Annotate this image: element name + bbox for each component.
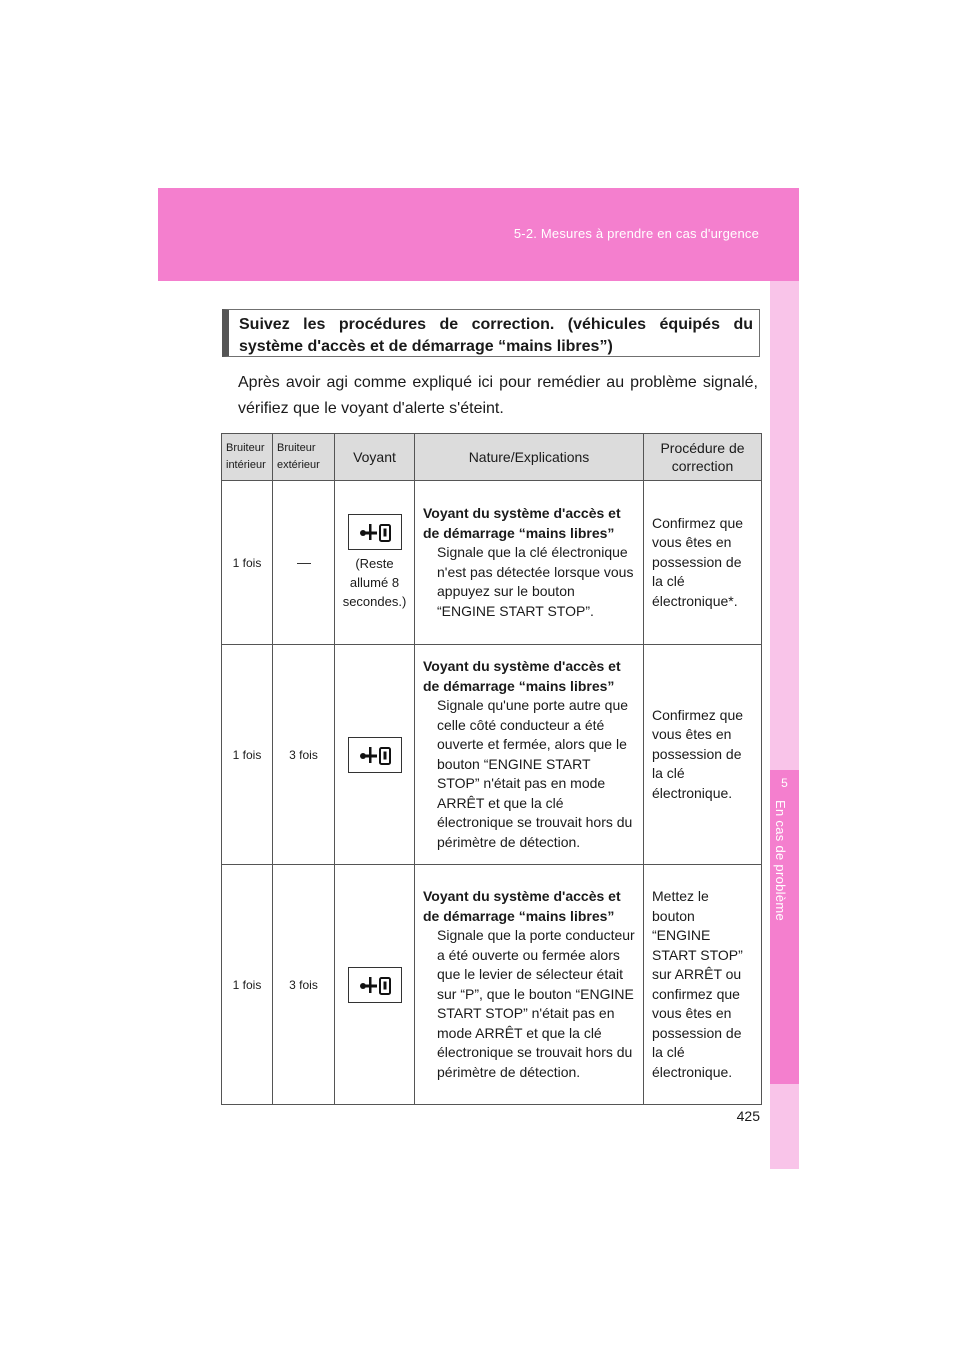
exterior-buzzer-cell <box>273 481 335 645</box>
procedure-cell: Mettez le bouton “ENGINE START STOP” sur ARRÊT ou confirmez que vous êtes en possession de la clé électronique. <box>644 865 762 1105</box>
interior-buzzer-cell: 1 fois <box>222 865 273 1105</box>
header-procedure: Procédure de correction <box>644 434 762 481</box>
page-number: 425 <box>736 1108 760 1124</box>
chapter-title: En cas de problème <box>773 800 788 922</box>
dash-mark <box>297 563 311 564</box>
header-explanation: Nature/Explications <box>415 434 644 481</box>
section-title: 5-2. Mesures à prendre en cas d'urgence <box>513 226 759 241</box>
indicator-cell <box>335 865 415 1105</box>
interior-buzzer-cell: 1 fois <box>222 481 273 645</box>
procedure-cell: Confirmez que vous êtes en possession de la clé électronique*. <box>644 481 762 645</box>
explanation-cell <box>415 865 644 1105</box>
explanation-title: Voyant du système d'accès et de démarrage “mains libres” <box>423 505 621 541</box>
side-tab-strip <box>770 281 799 1169</box>
key-warning-icon <box>348 737 402 773</box>
section-header-band <box>158 188 799 281</box>
indicator-cell <box>335 481 415 645</box>
procedure-cell: Confirmez que vous êtes en possession de la clé électronique. <box>644 645 762 865</box>
table-row <box>222 645 762 865</box>
explanation-text: Signale qu'une porte autre que celle côté conducteur a été ouverte et fermée, alors que le bouton “ENGINE START STOP” n'était pas en mode ARRÊT et que la clé électronique se trouvait hors du périmètre de détection. <box>437 697 633 850</box>
icon-note: (Reste allumé 8 secondes.) <box>342 556 407 609</box>
chapter-number: 5 <box>781 776 788 790</box>
interior-buzzer-cell: 1 fois <box>222 645 273 865</box>
explanation-cell <box>415 645 644 865</box>
explanation-text: Signale que la clé électronique n'est pas détectée lorsque vous appuyez sur le bouton “ENGINE START STOP”. <box>437 544 634 619</box>
header-exterior-buzzer: Bruiteur extérieur <box>273 434 335 481</box>
explanation-cell <box>415 481 644 645</box>
exterior-buzzer-cell: 3 fois <box>273 645 335 865</box>
indicator-cell <box>335 645 415 865</box>
key-warning-icon <box>348 514 402 550</box>
header-interior-buzzer: Bruiteur intérieur <box>222 434 273 481</box>
explanation-text: Signale que la porte conducteur a été ouverte ou fermée alors que le levier de sélecteur était sur “P”, que le bouton “ENGINE START STOP” n'était pas en mode ARRÊT et que la clé électronique se trouvait hors du périmètre de détection. <box>437 927 635 1080</box>
explanation-title: Voyant du système d'accès et de démarrage “mains libres” <box>423 888 621 924</box>
table-row <box>222 865 762 1105</box>
chapter-tab <box>770 770 799 1084</box>
intro-paragraph: Après avoir agi comme expliqué ici pour remédier au problème signalé, vérifiez que le voyant d'alerte s'éteint. <box>238 374 758 417</box>
table-header-row <box>222 434 762 481</box>
header-indicator: Voyant <box>335 434 415 481</box>
warning-table <box>221 433 762 1105</box>
exterior-buzzer-cell: 3 fois <box>273 865 335 1105</box>
procedure-heading: Suivez les procédures de correction. (véhicules équipés du système d'accès et de démarrage “mains libres”) <box>222 309 760 357</box>
table-row <box>222 481 762 645</box>
explanation-title: Voyant du système d'accès et de démarrage “mains libres” <box>423 658 621 694</box>
key-warning-icon <box>348 967 402 1003</box>
